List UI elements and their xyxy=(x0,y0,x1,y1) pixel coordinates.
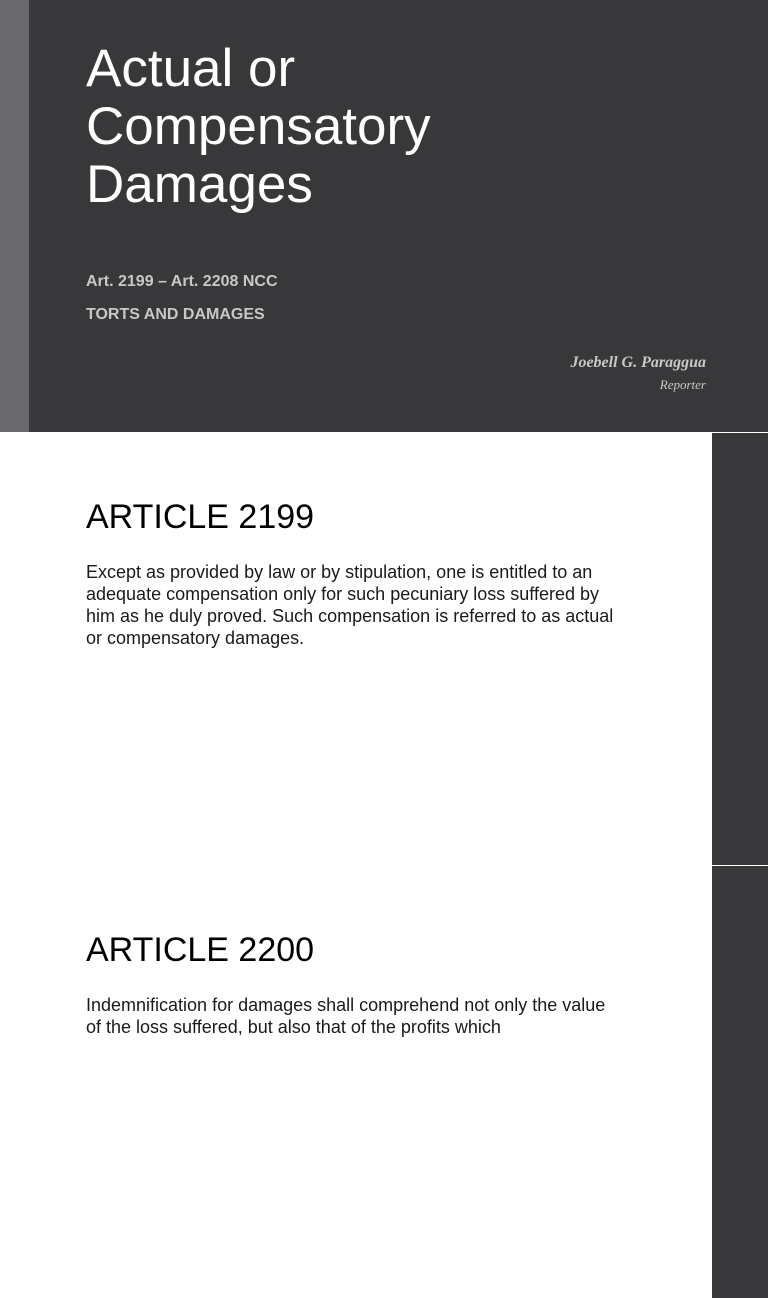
article-text: Indemnification for damages shall comprehend not only the value of the loss suffered, but also that of the profits which xyxy=(86,995,606,1037)
title-line: Damages xyxy=(86,155,313,214)
title-slide xyxy=(0,0,768,432)
slide-accent-bar xyxy=(712,866,768,1298)
article-heading: ARTICLE 2199 xyxy=(86,498,315,536)
title-line: Actual or xyxy=(86,39,296,98)
title-accent-strip xyxy=(0,0,29,432)
slide-accent-bar xyxy=(712,433,768,865)
article-text: Except as provided by law or by stipulation, one is entitled to an adequate compensation only for such pecuniary loss suffered by him as he duly proved. Such compensation is referred to as actual or compensatory damages. xyxy=(86,562,614,648)
title-line: Compensatory xyxy=(86,97,431,156)
article-slide xyxy=(0,866,768,1298)
reporter-name: Joebell G. Paraggua xyxy=(570,354,706,371)
reporter-role: Reporter xyxy=(659,377,706,392)
course-subtitle: TORTS AND DAMAGES xyxy=(86,306,265,323)
article-heading: ARTICLE 2200 xyxy=(86,931,315,969)
presentation-title xyxy=(86,40,686,214)
article-range-subtitle: Art. 2199 – Art. 2208 NCC xyxy=(86,273,278,290)
article-slide xyxy=(0,433,768,865)
